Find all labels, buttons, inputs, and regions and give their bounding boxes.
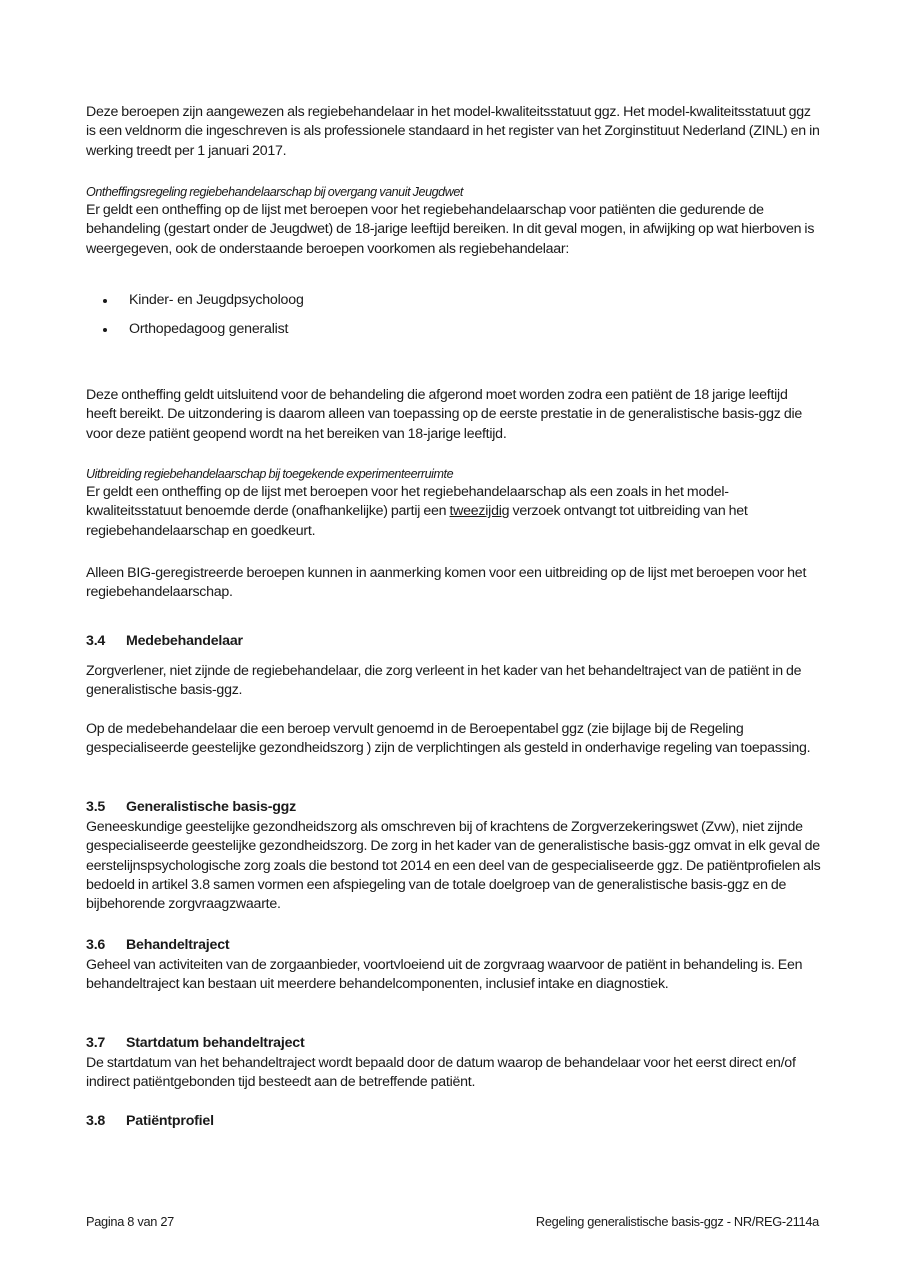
- exemption-youth-subheading: Ontheffingsregeling regiebehandelaarschap bij overgang vanuit Jeugdwet: [86, 185, 463, 199]
- section-title: Medebehandelaar: [126, 633, 243, 649]
- section-heading-3-8: [86, 1112, 214, 1131]
- section-number: 3.7: [86, 1035, 106, 1051]
- paragraph-text-after: verzoek ontvangt tot uitbreiding van het regiebehandelaarschap en goedkeurt.: [86, 503, 748, 539]
- exemption-youth-bullet-list: [86, 291, 686, 349]
- section-3-5-paragraph: [86, 818, 821, 914]
- exemption-experiment-followup: [86, 564, 821, 603]
- exemption-experiment-subheading: Uitbreiding regiebehandelaarschap bij toegekende experimenteerruimte: [86, 467, 454, 481]
- section-heading-3-5: [86, 798, 296, 817]
- section-heading-3-7: [86, 1034, 305, 1053]
- exemption-youth-paragraph: Er geldt een ontheffing op de lijst met beroepen voor het regiebehandelaarschap voor patiënten die gedurende de behandeling (gestart onder de Jeugdwet) de 18-jarige leeftijd bereiken. In dit geval mogen, in afwijking op wat hierboven is weergegeven, ook de onderstaande beroepen voorkomen als regiebehandelaar:: [86, 202, 815, 257]
- section-heading-3-4: [86, 632, 243, 651]
- section-number: 3.4: [86, 633, 106, 649]
- section-3-7-paragraph: [86, 1054, 821, 1093]
- exemption-experiment-followup-text: Alleen BIG-geregistreerde beroepen kunnen in aanmerking komen voor een uitbreiding op de lijst met beroepen voor het regiebehandelaarschap.: [86, 565, 807, 601]
- exemption-youth-followup: [86, 386, 821, 444]
- section-title: Generalistische basis-ggz: [126, 799, 297, 815]
- list-item: [86, 320, 686, 349]
- intro-text: Deze beroepen zijn aangewezen als regiebehandelaar in het model-kwaliteitsstatuut ggz. Het model-kwaliteitsstatuut ggz is een veldnorm die ingeschreven is als professionele standaard in het register van het Zorginstituut Nederland (ZINL) en in werking treedt per 1 januari 2017.: [86, 104, 820, 159]
- section-3-4-paragraph-2: [86, 720, 821, 759]
- section-number: 3.6: [86, 937, 106, 953]
- section-title: Startdatum behandeltraject: [126, 1035, 305, 1051]
- exemption-experiment-block: [86, 465, 821, 541]
- bullet-icon: [103, 328, 107, 332]
- section-3-4-paragraph-1: [86, 662, 821, 701]
- underlined-word: tweezijdig: [449, 503, 510, 520]
- section-title: Behandeltraject: [126, 937, 230, 953]
- exemption-youth-followup-text: Deze ontheffing geldt uitsluitend voor de behandeling die afgerond moet worden zodra een patiënt de 18 jarige leeftijd heeft bereikt. De uitzondering is daarom alleen van toepassing op de eerste prestatie in de generalistische basis-ggz die voor deze patiënt geopend wordt na het bereiken van 18-jarige leeftijd.: [86, 387, 803, 442]
- page-number: Pagina 8 van 27: [86, 1214, 174, 1229]
- section-title: Patiëntprofiel: [126, 1113, 214, 1129]
- exemption-experiment-paragraph: [86, 483, 821, 541]
- intro-paragraph: [86, 103, 821, 161]
- section-paragraph: Zorgverlener, niet zijnde de regiebehandelaar, die zorg verleent in het kader van het behandeltraject van de patiënt in de generalistische basis-ggz.: [86, 663, 802, 699]
- section-heading-3-6: [86, 936, 229, 955]
- paragraph-text-before: Er geldt een ontheffing op de lijst met beroepen voor het regiebehandelaarschap als een zoals in het model-kwaliteitsstatuut benoemde derde (onafhankelijke) partij een: [86, 484, 729, 520]
- section-number: 3.8: [86, 1113, 106, 1129]
- section-paragraph: Geneeskundige geestelijke gezondheidszorg als omschreven bij of krachtens de Zorgverzekeringswet (Zvw), niet zijnde gespecialiseerde geestelijke gezondheidszorg. De zorg in het kader van de generalistische basis-ggz omvat in elk geval de eerstelijnspsychologische zorg zoals die bestond tot 2014 en een deel van de gespecialiseerde ggz. De patiëntprofielen als bedoeld in artikel 3.8 samen vormen een afspiegeling van de totale doelgroep van de generalistische basis-ggz en de bijbehorende zorgvraagzwaarte.: [86, 819, 821, 913]
- section-paragraph: Op de medebehandelaar die een beroep vervult genoemd in de Beroepentabel ggz (zie bijlage bij de Regeling gespecialiseerde geestelijke gezondheidszorg ) zijn de verplichtingen als gesteld in onderhavige regeling van toepassing.: [86, 721, 811, 757]
- section-number: 3.5: [86, 799, 106, 815]
- section-paragraph: De startdatum van het behandeltraject wordt bepaald door de datum waarop de behandelaar voor het eerst direct en/of indirect patiëntgebonden tijd besteedt aan de betreffende patiënt.: [86, 1055, 796, 1091]
- list-item: [86, 291, 686, 320]
- exemption-youth-block: [86, 183, 821, 259]
- list-item-label: Orthopedagoog generalist: [129, 321, 289, 337]
- document-reference: Regeling generalistische basis-ggz - NR/REG-2114a: [535, 1214, 819, 1229]
- bullet-icon: [103, 299, 107, 303]
- list-item-label: Kinder- en Jeugdpsycholoog: [129, 292, 304, 308]
- section-3-6-paragraph: [86, 956, 821, 995]
- section-paragraph: Geheel van activiteiten van de zorgaanbieder, voortvloeiend uit de zorgvraag waarvoor de patiënt in behandeling is. Een behandeltraject kan bestaan uit meerdere behandelcomponenten, inclusief intake en diagnostiek.: [86, 957, 803, 993]
